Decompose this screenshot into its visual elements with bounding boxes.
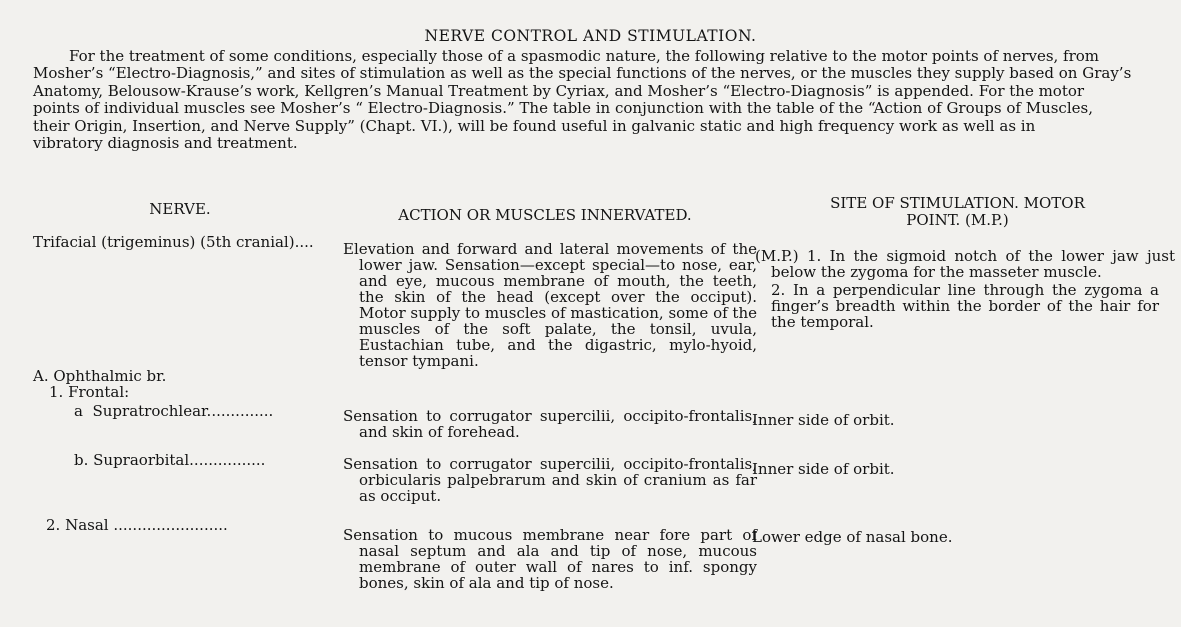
- intro-line: Mosher’s “Electro-Diagnosis,” and sites of stimulation as well as the special functions of the nerves, or the muscles they supply based on Gray’s: [33, 64, 1132, 83]
- intro-line: Anatomy, Belousow-Krause’s work, Kellgren’s Manual Treatment by Cyriax, and Mosher’s “Electro-Diagnosis” is appended. For the motor: [33, 81, 1085, 100]
- column-header-nerve: NERVE.: [149, 200, 211, 218]
- site-supraorbital: Inner side of orbit.: [752, 460, 895, 478]
- site-supratrochlear: Inner side of orbit.: [752, 411, 895, 429]
- action-nasal: Sensation to mucous membrane near fore part of nasal septum and ala and tip of nose, mucous membrane of outer wall of nares to inf. spongy bones, skin of ala and tip of nose.: [343, 526, 757, 592]
- action-supraorbital: Sensation to corrugator supercilii, occipito-frontalis, orbicularis palpebrarum and skin of cranium as far as occiput.: [343, 455, 757, 505]
- site-nasal: Lower edge of nasal bone.: [752, 528, 953, 546]
- site-trifacial-1: (M.P.) 1. In the sigmoid notch of the lower jaw just below the zygoma for the masseter muscle.: [755, 247, 1175, 281]
- page-title: NERVE CONTROL AND STIMULATION.: [424, 27, 757, 45]
- column-header-action: ACTION OR MUSCLES INNERVATED.: [398, 206, 692, 224]
- intro-line: points of individual muscles see Mosher’s “ Electro-Diagnosis.” The table in conjunction with the table of the “Action of Groups of Muscles,: [33, 99, 1093, 118]
- nerve-nasal: 2. Nasal ........................: [46, 516, 228, 534]
- intro-paragraph: [33, 48, 1158, 152]
- nerve-ophthalmic-branch: A. Ophthalmic br.: [33, 367, 167, 385]
- nerve-supratrochlear: a Supratrochlear..............: [74, 402, 274, 420]
- action-supratrochlear: Sensation to corrugator supercilii, occipito-frontalis, and skin of forehead.: [343, 407, 757, 441]
- intro-line: vibratory diagnosis and treatment.: [33, 134, 298, 153]
- nerve-frontal: 1. Frontal:: [49, 383, 130, 401]
- column-header-site-line1: SITE OF STIMULATION. MOTOR: [830, 194, 1085, 212]
- column-header-site: [760, 195, 1155, 229]
- site-trifacial-2: 2. In a perpendicular line through the zygoma a finger’s breadth within the border of the hair for the temporal.: [771, 281, 1159, 331]
- column-header-site-line2: POINT. (M.P.): [906, 211, 1009, 229]
- action-trifacial: Elevation and forward and lateral movements of the lower jaw. Sensation—except special—to nose, ear, and eye, mucous membrane of mouth, the teeth, the skin of the head (except over the occiput). Motor supply to muscles of mastication, some of the muscles of the soft palate, the tonsil, uvula, Eustachian tube, and the digastric, mylo-hyoid, tensor tympani.: [343, 240, 757, 370]
- nerve-trifacial: Trifacial (trigeminus) (5th cranial)....: [33, 233, 314, 251]
- intro-line: their Origin, Insertion, and Nerve Supply” (Chapt. VI.), will be found useful in galvanic static and high frequency work as well as in: [33, 116, 1036, 135]
- nerve-supraorbital: b. Supraorbital................: [74, 451, 266, 469]
- intro-line: For the treatment of some conditions, especially those of a spasmodic nature, the following relative to the motor points of nerves, from: [69, 47, 1100, 65]
